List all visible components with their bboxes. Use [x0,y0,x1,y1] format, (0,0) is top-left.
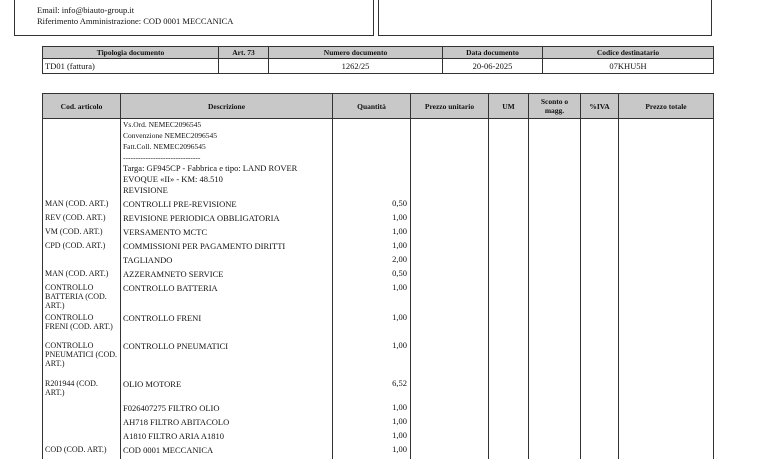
item-description: OLIO MOTORE [121,379,333,403]
item-um [489,379,529,403]
item-vat [581,379,619,403]
item-description: COD 0001 MECCANICA [121,445,333,459]
note-line: Vs.Ord. NEMEC2096545 [123,120,202,129]
item-code: R201944 (COD. ART.) [43,379,121,403]
item-unit-price [411,199,489,213]
col-quantita: Quantità [333,94,411,119]
item-discount [529,431,581,445]
note-line: REVISIONE [123,185,168,195]
table-row [43,255,714,269]
item-description: AZZERAMNETO SERVICE [121,269,333,283]
item-discount [529,445,581,459]
item-um [489,417,529,431]
note-line: Convenzione NEMEC2096545 [123,131,217,140]
item-code: CPD (COD. ART.) [43,241,121,255]
item-discount [529,341,581,379]
item-vat [581,341,619,379]
item-code: CONTROLLO PNEUMATICI (COD. ART.) [43,341,121,379]
item-vat [581,227,619,241]
item-vat [581,283,619,313]
item-quantity: 1,00 [333,341,411,379]
item-quantity: 0,50 [333,199,411,213]
item-code [43,255,121,269]
item-code: CONTROLLO BATTERIA (COD. ART.) [43,283,121,313]
item-quantity: 1,00 [333,313,411,341]
item-quantity: 1,00 [333,417,411,431]
item-discount [529,403,581,417]
table-row [43,431,714,445]
table-row [43,199,714,213]
item-total-price [619,341,714,379]
item-quantity: 1,00 [333,445,411,459]
item-unit-price [411,417,489,431]
administration-reference: Riferimento Amministrazione: COD 0001 MECCANICA [37,16,234,26]
item-code [43,417,121,431]
notes-row [43,119,714,200]
item-um [489,227,529,241]
recipient-code: 07KHU5H [543,59,714,74]
item-vat [581,241,619,255]
item-unit-price [411,255,489,269]
item-discount [529,241,581,255]
item-um [489,213,529,227]
item-quantity: 0,50 [333,269,411,283]
item-unit-price [411,379,489,403]
item-code: CONTROLLO FRENI (COD. ART.) [43,313,121,341]
item-vat [581,213,619,227]
item-um [489,241,529,255]
document-date: 20-06-2025 [443,59,543,74]
item-quantity: 1,00 [333,241,411,255]
col-data: Data documento [443,47,543,59]
item-unit-price [411,227,489,241]
item-um [489,445,529,459]
col-prezzo-unitario: Prezzo unitario [411,94,489,119]
item-vat [581,199,619,213]
item-description: REVISIONE PERIODICA OBBLIGATORIA [121,213,333,227]
item-code: REV (COD. ART.) [43,213,121,227]
notes-cell [121,119,333,200]
item-vat [581,403,619,417]
col-iva: %IVA [581,94,619,119]
item-description: CONTROLLO FRENI [121,313,333,341]
item-code [43,431,121,445]
item-unit-price [411,313,489,341]
item-total-price [619,241,714,255]
item-description: TAGLIANDO [121,255,333,269]
item-total-price [619,255,714,269]
item-unit-price [411,269,489,283]
item-unit-price [411,431,489,445]
item-total-price [619,445,714,459]
col-tipologia: Tipologia documento [43,47,219,59]
col-numero: Numero documento [269,47,443,59]
item-vat [581,313,619,341]
document-type: TD01 (fattura) [43,59,219,74]
item-um [489,403,529,417]
item-unit-price [411,445,489,459]
note-line: Targa: GF945CP - Fabbrica e tipo: LAND ROVER EVOQUE «II» - KM: 48.510 [123,163,298,184]
art73-value [219,59,269,74]
item-quantity: 1,00 [333,403,411,417]
item-code: MAN (COD. ART.) [43,199,121,213]
item-discount [529,199,581,213]
item-discount [529,213,581,227]
document-number: 1262/25 [269,59,443,74]
item-unit-price [411,403,489,417]
item-vat [581,431,619,445]
item-quantity: 1,00 [333,283,411,313]
table-row [43,313,714,341]
item-description: F026407275 FILTRO OLIO [121,403,333,417]
item-unit-price [411,283,489,313]
item-code: VM (COD. ART.) [43,227,121,241]
table-row [43,403,714,417]
col-descrizione: Descrizione [121,94,333,119]
table-row [43,227,714,241]
item-quantity: 2,00 [333,255,411,269]
item-quantity: 1,00 [333,213,411,227]
item-um [489,313,529,341]
item-vat [581,445,619,459]
col-codice-destinatario: Codice destinatario [543,47,714,59]
item-total-price [619,403,714,417]
item-total-price [619,199,714,213]
item-description: COMMISSIONI PER PAGAMENTO DIRITTI [121,241,333,255]
item-total-price [619,313,714,341]
item-description: AH718 FILTRO ABITACOLO [121,417,333,431]
table-row [43,341,714,379]
item-um [489,341,529,379]
table-row [43,283,714,313]
item-total-price [619,379,714,403]
item-code [43,403,121,417]
item-discount [529,255,581,269]
item-total-price [619,213,714,227]
supplier-email: Email: info@biauto-group.it [37,5,135,15]
col-um: UM [489,94,529,119]
table-row [43,269,714,283]
item-description: A1810 FILTRO ARIA A1810 [121,431,333,445]
item-quantity: 6,52 [333,379,411,403]
customer-info-box [378,0,712,36]
table-row [43,213,714,227]
item-discount [529,269,581,283]
item-um [489,269,529,283]
item-total-price [619,269,714,283]
item-unit-price [411,341,489,379]
col-sconto: Sconto o magg. [529,94,581,119]
item-vat [581,269,619,283]
item-total-price [619,417,714,431]
item-description: CONTROLLI PRE-REVISIONE [121,199,333,213]
item-um [489,255,529,269]
document-header-table [42,46,714,74]
item-quantity: 1,00 [333,431,411,445]
note-line: ------------------------------- [123,153,201,162]
item-discount [529,283,581,313]
item-description: VERSAMENTO MCTC [121,227,333,241]
table-row [43,379,714,403]
item-description: CONTROLLO PNEUMATICI [121,341,333,379]
item-quantity: 1,00 [333,227,411,241]
supplier-info-box [14,0,374,36]
item-discount [529,379,581,403]
item-discount [529,227,581,241]
col-prezzo-totale: Prezzo totale [619,94,714,119]
table-row [43,445,714,459]
item-description: CONTROLLO BATTERIA [121,283,333,313]
item-vat [581,417,619,431]
item-discount [529,313,581,341]
item-unit-price [411,213,489,227]
item-unit-price [411,241,489,255]
col-cod-articolo: Cod. articolo [43,94,121,119]
item-code: COD (COD. ART.) [43,445,121,459]
item-um [489,199,529,213]
col-art73: Art. 73 [219,47,269,59]
item-um [489,283,529,313]
note-line: Fatt.Coll. NEMEC2096545 [123,142,206,151]
item-discount [529,417,581,431]
table-row [43,417,714,431]
item-total-price [619,227,714,241]
item-total-price [619,283,714,313]
item-total-price [619,431,714,445]
item-code: MAN (COD. ART.) [43,269,121,283]
items-table [42,93,714,459]
item-um [489,431,529,445]
table-row [43,241,714,255]
item-vat [581,255,619,269]
